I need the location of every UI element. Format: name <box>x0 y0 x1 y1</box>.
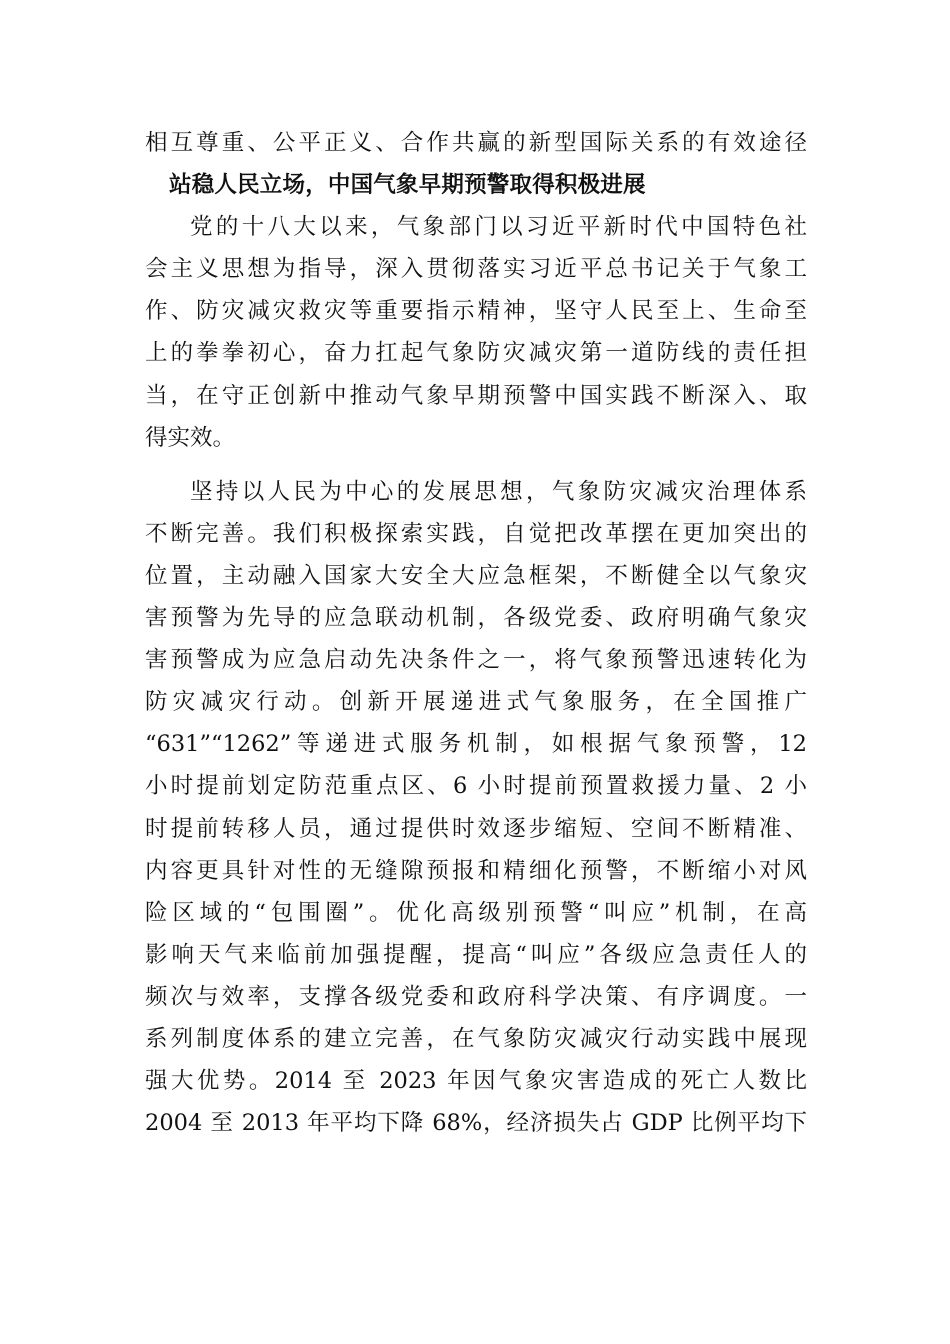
text-line: 险区域的“包围圈”。优化高级别预警“叫应”机制，在高 <box>145 899 807 926</box>
text-line: 上的拳拳初心，奋力扛起气象防灾减灾第一道防线的责任担 <box>145 340 807 367</box>
text-line: 小时提前划定防范重点区、6 小时提前预置救援力量、2 小 <box>145 773 807 800</box>
text-line: 得实效。 <box>145 424 236 451</box>
text-line: 不断完善。我们积极探索实践，自觉把改革摆在更加突出的 <box>145 520 807 547</box>
paragraph <box>145 471 807 1145</box>
text-line: 当，在守正创新中推动气象早期预警中国实践不断深入、取 <box>145 382 807 409</box>
text-line: 强大优势。2014 至 2023 年因气象灾害造成的死亡人数比 <box>145 1068 807 1095</box>
text-line: 频次与效率，支撑各级党委和政府科学决策、有序调度。一 <box>145 983 807 1010</box>
text-line: 位置，主动融入国家大安全大应急框架，不断健全以气象灾 <box>145 562 807 589</box>
paragraph <box>145 206 807 459</box>
text-line: 作、防灾减灾救灾等重要指示精神，坚守人民至上、生命至 <box>145 298 807 325</box>
text-line: 党的十八大以来，气象部门以习近平新时代中国特色社 <box>190 214 807 241</box>
text-line: 相互尊重、公平正义、合作共赢的新型国际关系的有效途径 <box>145 130 807 156</box>
text-line: “631”“1262”等递进式服务机制，如根据气象预警，12 <box>145 731 807 758</box>
text-line: 时提前转移人员，通过提供时效逐步缩短、空间不断精准、 <box>145 815 807 842</box>
document-page <box>145 122 807 1144</box>
text-line: 会主义思想为指导，深入贯彻落实习近平总书记关于气象工 <box>145 256 807 283</box>
text-line: 防灾减灾行动。创新开展递进式气象服务，在全国推广 <box>145 689 807 716</box>
text-line: 害预警成为应急启动先决条件之一，将气象预警迅速转化为 <box>145 647 807 674</box>
paragraph-spacing <box>145 459 807 471</box>
text-line: 坚持以人民为中心的发展思想，气象防灾减灾治理体系 <box>190 478 807 505</box>
text-line: 2004 至 2013 年平均下降 68%，经济损失占 GDP 比例平均下 <box>145 1110 807 1137</box>
section-heading: 站稳人民立场，中国气象早期预警取得积极进展 <box>169 172 646 199</box>
text-line: 内容更具针对性的无缝隙预报和精细化预警，不断缩小对风 <box>145 857 807 884</box>
text-line: 害预警为先导的应急联动机制，各级党委、政府明确气象灾 <box>145 605 807 632</box>
text-line: 影响天气来临前加强提醒，提高“叫应”各级应急责任人的 <box>145 941 807 968</box>
text-line: 系列制度体系的建立完善，在气象防灾减灾行动实践中展现 <box>145 1025 807 1052</box>
